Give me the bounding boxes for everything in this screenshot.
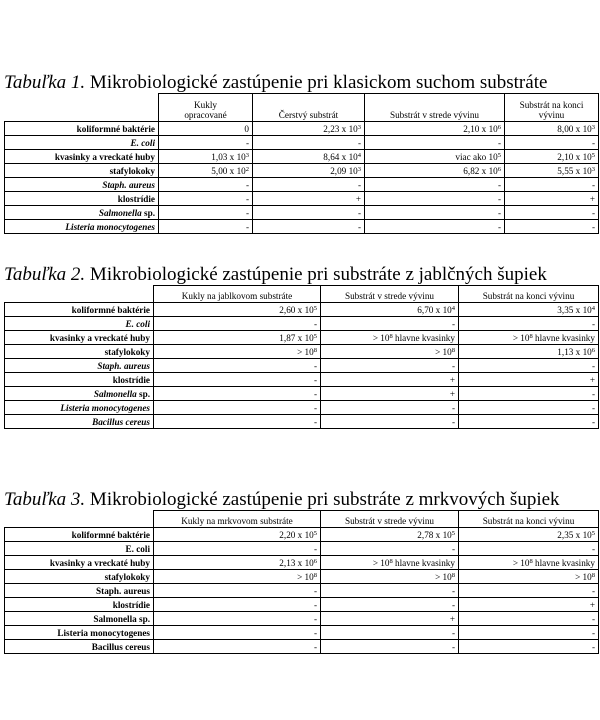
table-row xyxy=(5,528,599,542)
value-cell: - xyxy=(321,640,459,654)
table-row xyxy=(5,584,599,598)
value-cell: - xyxy=(154,598,321,612)
value-cell: - xyxy=(159,192,253,206)
row-label: E. coli xyxy=(5,136,159,150)
column-header-text: Substrát v strede vývinu xyxy=(344,291,435,301)
value-cell: - xyxy=(365,192,505,206)
value-cell: - xyxy=(154,584,321,598)
value-cell: > $10^8$ xyxy=(321,345,459,359)
value-cell: - xyxy=(459,415,599,429)
column-header-text: Substrát na konci xyxy=(519,100,584,110)
value-cell: - xyxy=(365,136,505,150)
value-cell: - xyxy=(459,640,599,654)
value-cell: > $10^8$ hlavne kvasinky xyxy=(321,331,459,345)
value-cell: + xyxy=(321,387,459,401)
value-cell: - xyxy=(365,206,505,220)
value-cell: 2,13 x $10^6$ xyxy=(154,556,321,570)
row-label: E. coli xyxy=(5,542,154,556)
value-cell: 2,09 $10^3$ xyxy=(253,164,365,178)
table1-caption-text: Mikrobiologické zastúpenie pri klasickom suchom substráte xyxy=(89,72,548,93)
value-cell: 5,00 x $10^2$ xyxy=(159,164,253,178)
table-row xyxy=(5,359,599,373)
value-cell: 1,03 x $10^3$ xyxy=(159,150,253,164)
row-label: klostrídie xyxy=(5,598,154,612)
row-label: Staph. aureus xyxy=(5,178,159,192)
value-cell: - xyxy=(459,359,599,373)
table-row xyxy=(5,542,599,556)
table-row xyxy=(5,612,599,626)
table-row xyxy=(5,206,599,220)
value-cell: - xyxy=(459,584,599,598)
column-header-text: opracované xyxy=(184,110,227,120)
value-cell: - xyxy=(459,626,599,640)
row-label: stafylokoky xyxy=(5,164,159,178)
column-header xyxy=(154,511,321,528)
row-label: kvasinky a vreckaté huby xyxy=(5,556,154,570)
value-cell: - xyxy=(159,178,253,192)
table-row xyxy=(5,317,599,331)
row-label: stafylokoky xyxy=(5,345,154,359)
value-cell: - xyxy=(154,626,321,640)
value-cell: - xyxy=(253,136,365,150)
header-blank-cell xyxy=(5,286,154,303)
table-1 xyxy=(4,93,599,234)
row-label: kvasinky a vreckaté huby xyxy=(5,150,159,164)
table-row xyxy=(5,150,599,164)
column-header-text: Kukly xyxy=(194,100,217,110)
table-row xyxy=(5,331,599,345)
value-cell: - xyxy=(253,220,365,234)
row-label: Salmonella sp. xyxy=(5,387,154,401)
value-cell: > $10^8$ xyxy=(154,345,321,359)
value-cell: + xyxy=(321,373,459,387)
value-cell: - xyxy=(159,220,253,234)
header-row xyxy=(5,511,599,528)
value-cell: - xyxy=(154,373,321,387)
table-2 xyxy=(4,285,599,429)
value-cell: - xyxy=(159,136,253,150)
value-cell: > $10^8$ xyxy=(154,570,321,584)
value-cell: - xyxy=(321,415,459,429)
row-label: koliformné baktérie xyxy=(5,122,159,136)
value-cell: 2,10 x $10^5$ xyxy=(505,150,599,164)
table-row xyxy=(5,345,599,359)
value-cell: + xyxy=(505,192,599,206)
table-row xyxy=(5,556,599,570)
value-cell: - xyxy=(459,387,599,401)
value-cell: - xyxy=(365,220,505,234)
column-header xyxy=(253,94,365,122)
table-row xyxy=(5,598,599,612)
row-label: E. coli xyxy=(5,317,154,331)
value-cell: - xyxy=(505,178,599,192)
value-cell: 6,70 x $10^4$ xyxy=(321,303,459,317)
value-cell: - xyxy=(321,359,459,373)
row-label: koliformné baktérie xyxy=(5,528,154,542)
column-header-text: Substrát v strede vývinu xyxy=(344,516,435,526)
value-cell: 2,23 x $10^3$ xyxy=(253,122,365,136)
value-cell: - xyxy=(154,387,321,401)
value-cell: - xyxy=(159,206,253,220)
value-cell: - xyxy=(154,401,321,415)
value-cell: 6,82 x $10^6$ xyxy=(365,164,505,178)
value-cell: - xyxy=(321,542,459,556)
value-cell: > $10^8$ hlavne kvasinky xyxy=(459,556,599,570)
value-cell: - xyxy=(154,317,321,331)
value-cell: 8,64 x $10^4$ xyxy=(253,150,365,164)
header-blank-cell xyxy=(5,511,154,528)
row-label: koliformné baktérie xyxy=(5,303,154,317)
value-cell: 5,55 x $10^3$ xyxy=(505,164,599,178)
column-header-text: Čerstvý substrát xyxy=(278,110,339,120)
table-row xyxy=(5,178,599,192)
value-cell: 0 xyxy=(159,122,253,136)
header-row xyxy=(5,286,599,303)
table1-caption xyxy=(4,73,547,93)
value-cell: - xyxy=(154,542,321,556)
table3-caption-text: Mikrobiologické zastúpenie pri substráte z mrkvových šupiek xyxy=(89,489,560,510)
table2-caption xyxy=(4,265,547,285)
column-header xyxy=(154,286,321,303)
value-cell: 3,35 x $10^4$ xyxy=(459,303,599,317)
table-row xyxy=(5,122,599,136)
table-row xyxy=(5,164,599,178)
row-label: Staph. aureus xyxy=(5,584,154,598)
row-label: Salmonella sp. xyxy=(5,206,159,220)
value-cell: + xyxy=(459,373,599,387)
header-blank-cell xyxy=(5,94,159,122)
value-cell: - xyxy=(365,178,505,192)
column-header-text: Kukly na mrkvovom substráte xyxy=(181,516,293,526)
value-cell: - xyxy=(154,359,321,373)
table-row xyxy=(5,136,599,150)
column-header xyxy=(321,511,459,528)
row-label: Staph. aureus xyxy=(5,359,154,373)
row-label: Listeria monocytogenes xyxy=(5,626,154,640)
column-header xyxy=(459,286,599,303)
value-cell: > $10^8$ hlavne kvasinky xyxy=(321,556,459,570)
table-row xyxy=(5,220,599,234)
value-cell: 2,35 x $10^5$ xyxy=(459,528,599,542)
table-row xyxy=(5,415,599,429)
row-label: Bacillus cereus xyxy=(5,640,154,654)
table-3 xyxy=(4,510,599,654)
value-cell: > $10^8$ xyxy=(321,570,459,584)
value-cell: 1,87 x $10^5$ xyxy=(154,331,321,345)
column-header xyxy=(505,94,599,122)
table3-caption-label: Tabuľka 3. xyxy=(4,489,86,510)
row-label: Listeria monocytogenes xyxy=(5,220,159,234)
column-header-text: Substrát na konci vývinu xyxy=(482,291,575,301)
table-row xyxy=(5,192,599,206)
value-cell: - xyxy=(321,598,459,612)
value-cell: - xyxy=(505,220,599,234)
row-label: Bacillus cereus xyxy=(5,415,154,429)
value-cell: > $10^8$ xyxy=(459,570,599,584)
value-cell: - xyxy=(154,612,321,626)
value-cell: - xyxy=(505,136,599,150)
value-cell: - xyxy=(154,640,321,654)
table-row xyxy=(5,401,599,415)
value-cell: - xyxy=(253,178,365,192)
value-cell: 1,13 x $10^6$ xyxy=(459,345,599,359)
table-row xyxy=(5,570,599,584)
table-row xyxy=(5,640,599,654)
value-cell: 8,00 x $10^3$ xyxy=(505,122,599,136)
row-label: Salmonella sp. xyxy=(5,612,154,626)
value-cell: - xyxy=(154,415,321,429)
value-cell: 2,20 x $10^5$ xyxy=(154,528,321,542)
value-cell: + xyxy=(253,192,365,206)
table-row xyxy=(5,387,599,401)
row-label: kvasinky a vreckaté huby xyxy=(5,331,154,345)
value-cell: - xyxy=(459,401,599,415)
table-row xyxy=(5,373,599,387)
column-header-text: vývinu xyxy=(538,110,565,120)
value-cell: - xyxy=(459,542,599,556)
column-header-text: Substrát na konci vývinu xyxy=(482,516,575,526)
value-cell: + xyxy=(459,598,599,612)
value-cell: 2,60 x $10^5$ xyxy=(154,303,321,317)
value-cell: - xyxy=(321,401,459,415)
table3-caption xyxy=(4,490,560,510)
table2-caption-label: Tabuľka 2. xyxy=(4,264,86,285)
value-cell: > $10^8$ hlavne kvasinky xyxy=(459,331,599,345)
value-cell: - xyxy=(321,584,459,598)
value-cell: viac ako $10^5$ xyxy=(365,150,505,164)
value-cell: - xyxy=(459,317,599,331)
value-cell: 2,10 x $10^6$ xyxy=(365,122,505,136)
value-cell: - xyxy=(321,626,459,640)
column-header xyxy=(365,94,505,122)
table-row xyxy=(5,303,599,317)
column-header xyxy=(321,286,459,303)
column-header-text: Kukly na jablkovom substráte xyxy=(181,291,293,301)
value-cell: - xyxy=(321,317,459,331)
table1-caption-label: Tabuľka 1. xyxy=(4,72,86,93)
table2-caption-text: Mikrobiologické zastúpenie pri substráte z jablčných šupiek xyxy=(89,264,547,285)
value-cell: - xyxy=(505,206,599,220)
row-label: stafylokoky xyxy=(5,570,154,584)
value-cell: 2,78 x $10^5$ xyxy=(321,528,459,542)
table-row xyxy=(5,626,599,640)
column-header xyxy=(459,511,599,528)
row-label: klostrídie xyxy=(5,373,154,387)
column-header-text: Substrát v strede vývinu xyxy=(389,110,480,120)
value-cell: - xyxy=(459,612,599,626)
row-label: klostrídie xyxy=(5,192,159,206)
header-row xyxy=(5,94,599,122)
column-header xyxy=(159,94,253,122)
value-cell: - xyxy=(253,206,365,220)
value-cell: + xyxy=(321,612,459,626)
row-label: Listeria monocytogenes xyxy=(5,401,154,415)
